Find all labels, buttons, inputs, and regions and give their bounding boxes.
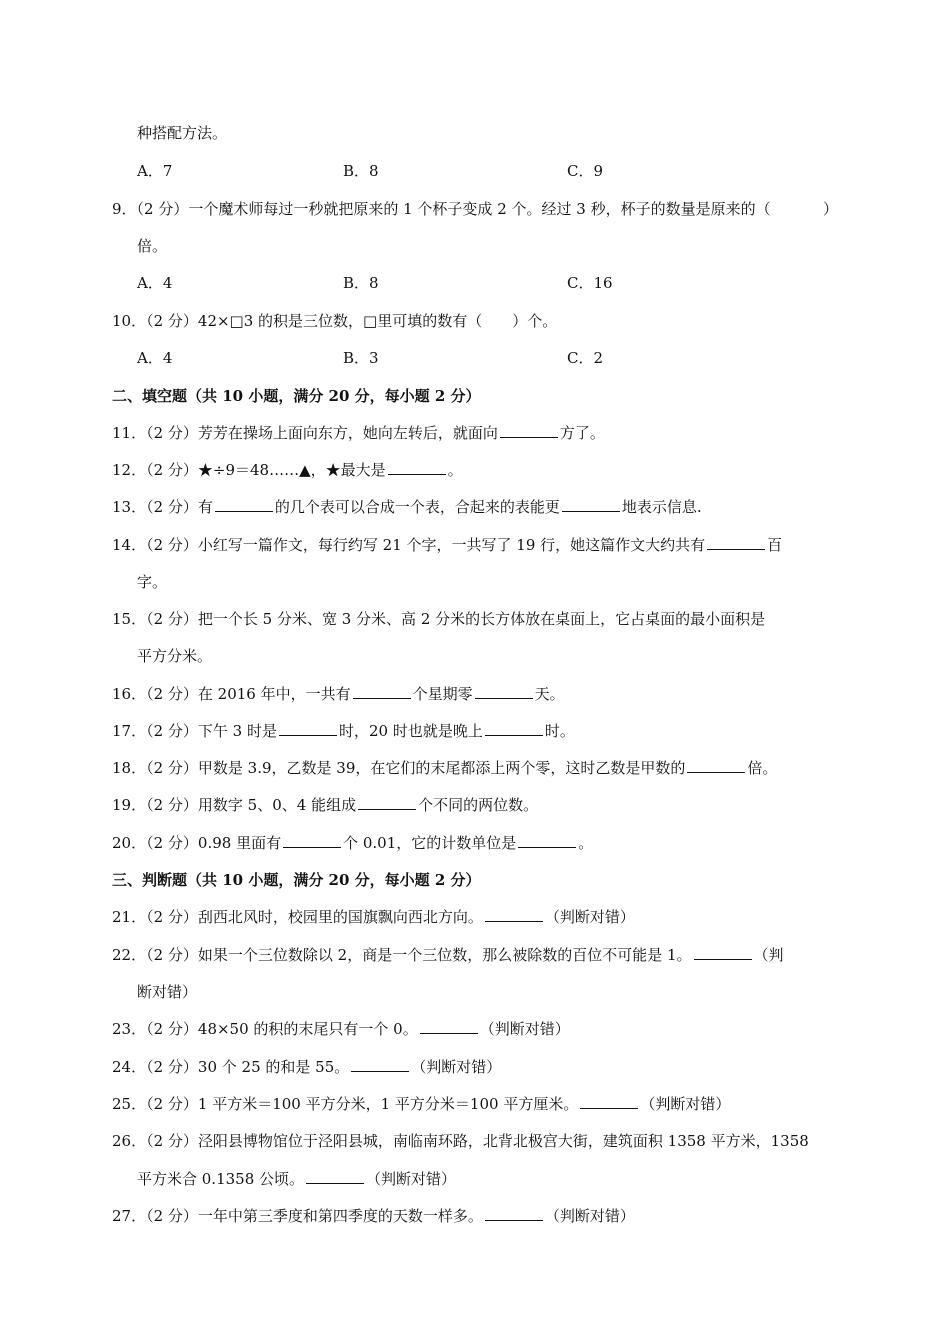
q9-paren-close: ） (822, 200, 838, 218)
answer-blank[interactable] (562, 497, 620, 512)
q9-option-c: C．16 (567, 274, 613, 292)
q11: 11．（2 分）芳芳在操场上面向东方，她向左转后，就面向 方了。 (112, 424, 605, 442)
answer-blank[interactable] (420, 1019, 478, 1034)
q26: 26．（2 分）泾阳县博物馆位于泾阳县城，南临南环路，北背北极宫大街，建筑面积 1358 平方米，1358 (112, 1132, 809, 1150)
q8-continuation: 种搭配方法。 (137, 124, 228, 142)
q17: 17．（2 分）下午 3 时是 时，20 时也就是晚上 时。 (112, 722, 575, 740)
q8-option-c: C．9 (567, 162, 604, 180)
section-true-false-title: 三、判断题（共 10 小题，满分 20 分，每小题 2 分） (112, 871, 481, 889)
q22-continuation: 断对错） (137, 983, 198, 1001)
q24: 24．（2 分）30 个 25 的和是 55。 （判断对错） (112, 1058, 502, 1076)
q20: 20．（2 分）0.98 里面有 个 0.01，它的计数单位是 。 (112, 834, 594, 852)
answer-blank[interactable] (694, 945, 752, 960)
answer-blank[interactable] (388, 460, 446, 475)
q18: 18．（2 分）甲数是 3.9，乙数是 39，在它们的末尾都添上两个零，这时乙数是甲数的 倍。 (112, 759, 778, 777)
answer-blank[interactable] (485, 907, 543, 922)
answer-blank[interactable] (358, 795, 416, 810)
q14: 14．（2 分）小红写一篇作文，每行约写 21 个字，一共写了 19 行，她这篇作文大约共有 百 (112, 536, 783, 554)
q16: 16．（2 分）在 2016 年中，一共有 个星期零 天。 (112, 685, 565, 703)
q15: 15．（2 分）把一个长 5 分米、宽 3 分米、高 2 分米的长方体放在桌面上，它占桌面的最小面积是 (112, 610, 766, 628)
answer-blank[interactable] (353, 684, 411, 699)
q10-option-a: A．4 (137, 349, 173, 367)
q13: 13．（2 分）有 的几个表可以合成一个表，合起来的表能更 地表示信息. (112, 498, 702, 516)
q23: 23．（2 分）48×50 的积的末尾只有一个 0。 （判断对错） (112, 1020, 570, 1038)
answer-blank[interactable] (279, 721, 337, 736)
answer-blank[interactable] (351, 1057, 409, 1072)
q12: 12．（2 分）★÷9＝48……▲，★最大是 。 (112, 461, 463, 479)
q19: 19．（2 分）用数字 5、0、4 能组成 个不同的两位数。 (112, 796, 539, 814)
answer-blank[interactable] (518, 833, 576, 848)
q9-text: 9．（2 分）一个魔术师每过一秒就把原来的 1 个杯子变成 2 个。经过 3 秒，杯子的数量是原来的（ (112, 200, 771, 218)
q8-option-a: A．7 (137, 162, 173, 180)
answer-blank[interactable] (475, 684, 533, 699)
answer-blank[interactable] (283, 833, 341, 848)
answer-blank[interactable] (500, 423, 558, 438)
q10-text: 10．（2 分）42×□3 的积是三位数，□里可填的数有（ ）个。 (112, 312, 558, 330)
answer-blank[interactable] (707, 535, 765, 550)
answer-blank[interactable] (215, 497, 273, 512)
answer-blank[interactable] (485, 1206, 543, 1221)
q9-continuation: 倍。 (137, 237, 168, 255)
answer-blank[interactable] (306, 1169, 364, 1184)
answer-blank[interactable] (485, 721, 543, 736)
q10-option-c: C．2 (567, 349, 604, 367)
q14-continuation: 字。 (137, 573, 168, 591)
q15-continuation: 平方分米。 (137, 647, 213, 665)
q8-option-b: B．8 (343, 162, 379, 180)
q26-continuation: 平方米合 0.1358 公顷。 （判断对错） (137, 1170, 457, 1188)
q10-option-b: B．3 (343, 349, 379, 367)
q22: 22．（2 分）如果一个三位数除以 2，商是一个三位数，那么被除数的百位不可能是 1。 （判 (112, 946, 784, 964)
q9-option-b: B．8 (343, 274, 379, 292)
q9-option-a: A．4 (137, 274, 173, 292)
answer-blank[interactable] (687, 758, 745, 773)
q27: 27．（2 分）一年中第三季度和第四季度的天数一样多。 （判断对错） (112, 1207, 635, 1225)
section-fill-in-title: 二、填空题（共 10 小题，满分 20 分，每小题 2 分） (112, 387, 481, 405)
q21: 21．（2 分）刮西北风时，校园里的国旗飘向西北方向。 （判断对错） (112, 908, 635, 926)
q25: 25．（2 分）1 平方米＝100 平方分米，1 平方分米＝100 平方厘米。 （判断对错） (112, 1095, 731, 1113)
answer-blank[interactable] (580, 1094, 638, 1109)
